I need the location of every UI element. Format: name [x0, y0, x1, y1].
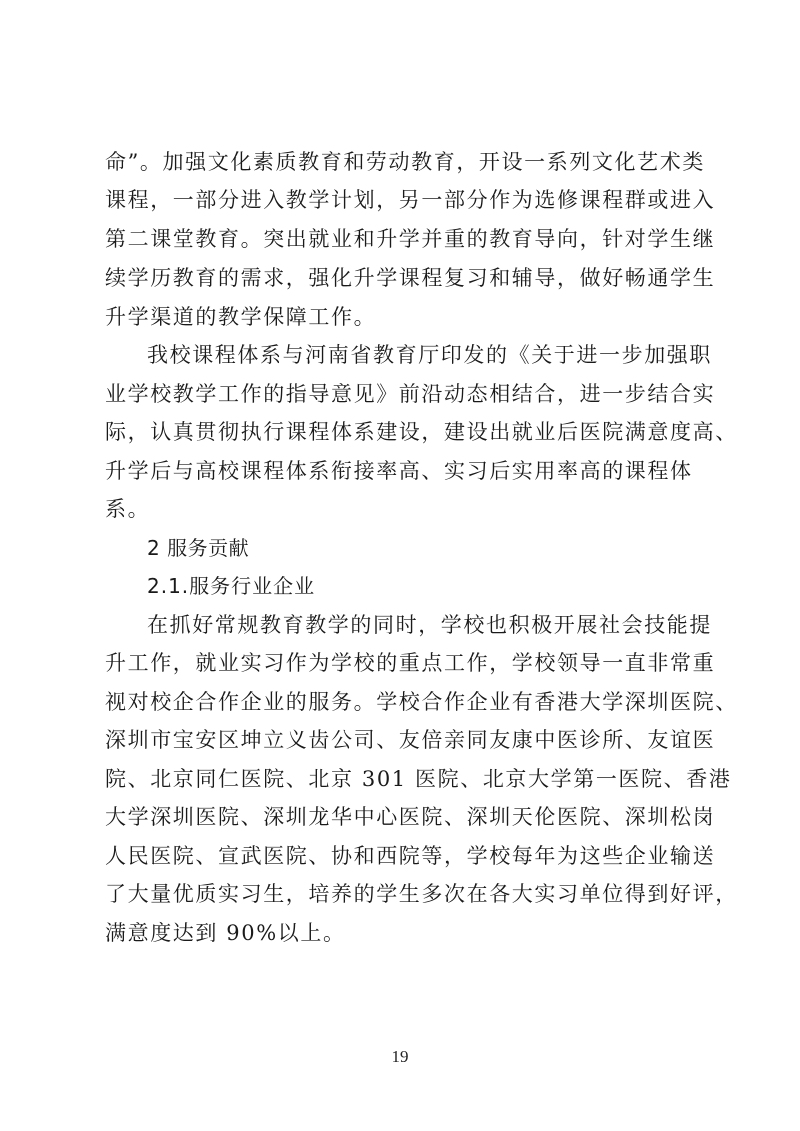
paragraph3-line-4: 深圳市宝安区坤立义齿公司、友倍亲同友康中医诊所、友谊医	[105, 728, 716, 752]
paragraph1-line-3: 第二课堂教育。突出就业和升学并重的教育导向，针对学生继	[105, 227, 716, 251]
section-heading: 2 服务贡献	[147, 536, 250, 560]
paragraph3-line-7: 人民医院、宣武医院、协和西院等，学校每年为这些企业输送	[105, 844, 716, 868]
paragraph1-line-5: 升学渠道的教学保障工作。	[105, 305, 377, 329]
paragraph3-line-8: 了大量优质实习生，培养的学生多次在各大实习单位得到好评，	[105, 882, 738, 906]
paragraph2-line-1: 我校课程体系与河南省教育厅印发的《关于进一步加强职	[147, 343, 712, 367]
paragraph1-line-2: 课程，一部分进入教学计划，另一部分作为选修课程群或进入	[105, 188, 716, 212]
paragraph2-line-3: 际，认真贯彻执行课程体系建设，建设出就业后医院满意度高、	[105, 420, 738, 444]
paragraph3-line-2: 升工作，就业实习作为学校的重点工作，学校领导一直非常重	[105, 651, 716, 675]
subsection-heading: 2.1.服务行业企业	[147, 574, 316, 598]
paragraph1-line-4: 续学历教育的需求，强化升学课程复习和辅导，做好畅通学生	[105, 266, 716, 290]
paragraph3-line-6: 大学深圳医院、深圳龙华中心医院、深圳天伦医院、深圳松岗	[105, 805, 716, 829]
paragraph2-line-4: 升学后与高校课程体系衔接率高、实习后实用率高的课程体	[105, 459, 693, 483]
paragraph3-line-1: 在抓好常规教育教学的同时，学校也积极开展社会技能提	[147, 613, 712, 637]
page-number: 19	[391, 1047, 409, 1066]
paragraph1-line-1: 命”。加强文化素质教育和劳动教育，开设一系列文化艺术类	[105, 150, 705, 174]
paragraph2-line-2: 业学校教学工作的指导意见》前沿动态相结合，进一步结合实	[105, 382, 716, 406]
paragraph3-line-3: 视对校企合作企业的服务。学校合作企业有香港大学深圳医院、	[105, 690, 738, 714]
paragraph3-line-9: 满意度达到 90%以上。	[105, 921, 346, 945]
paragraph2-line-5: 系。	[105, 497, 151, 521]
paragraph3-line-5: 院、北京同仁医院、北京 301 医院、北京大学第一医院、香港	[105, 767, 732, 791]
